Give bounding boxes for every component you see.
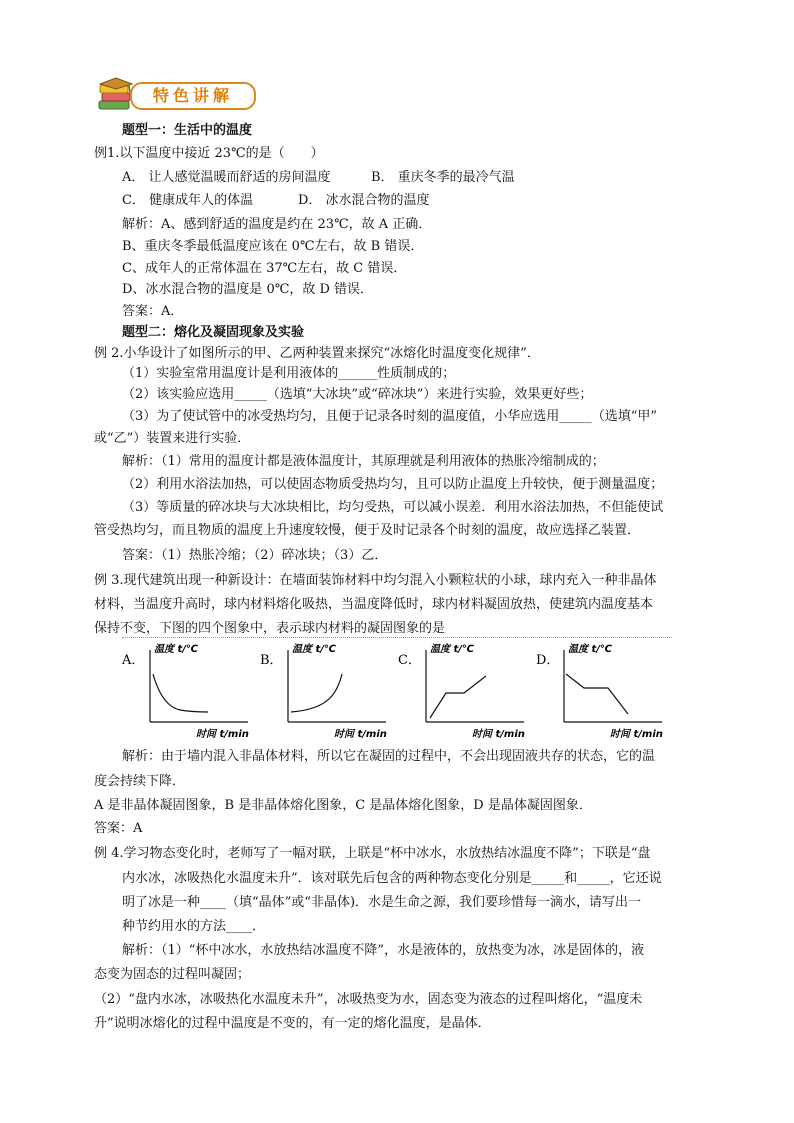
explanation-line: 解析：（1）常用的温度计都是液体温度计，其原理就是利用液体的热胀冷缩制成的； [122,454,605,469]
question-text: 例1.以下温度中接近 23℃的是（ ） [94,146,324,161]
graph-curve [430,676,486,718]
section-title: 题型一：生活中的温度 [122,123,253,138]
question-text: 保持不变，下图的四个图象中，表示球内材料的凝固图象的是 [94,621,446,636]
explanation-line: D、冰水混合物的温度是 0℃，故 D 错误． [122,282,374,297]
question-text: 例 4.学习物态变化时，老师写了一幅对联，上联是“杯中冰水，水放热结冰温度不降”；下联是“盘 [94,846,651,861]
graph-option-label: D． [536,653,560,668]
answer-text: 答案：A． [122,304,184,319]
graph-option-label: B． [260,653,283,668]
section-banner [96,75,260,115]
banner-title: 特色讲解 [152,86,233,105]
graph-x-label: 时间 t/min [334,729,387,740]
option-d: D． 冰水混合物的温度 [298,193,430,208]
question-text: 明了冰是一种____（填“晶体”或“非晶体)．水是生命之源，我们要珍惜每一滴水，请写出一 [122,895,642,910]
explanation-line: 管受热均匀，而且物质的温度上升速度较慢，便于及时记录各个时刻的温度，故应选择乙装置． [94,523,641,538]
graph-option-c[interactable] [396,636,532,740]
graph-y-label: 温度 t/℃ [154,644,199,655]
question-text: （3）为了使试管中的冰受热均匀，且便于记录各时刻的温度值，小华应选用_____（选填“甲” [122,409,658,424]
graph-curve [153,674,208,712]
explanation-line: （2）利用水浴法加热，可以使固态物质受热均匀，且可以防止温度上升较快，便于测量温度； [122,477,664,492]
graph-option-a[interactable] [120,636,256,740]
graph-option-label: A． [122,653,145,668]
section-title: 题型二：熔化及凝固现象及实验 [122,325,305,340]
explanation-line: 升”说明冰熔化的过程中温度是不变的，有一定的熔化温度，是晶体． [94,1016,491,1031]
graph-curve [291,674,342,712]
explanation-line: （2）“盘内水冰，冰吸热化水温度未升”，冰吸热变为水，固态变为液态的过程叫熔化，“温度未 [94,992,643,1007]
graph-x-label: 时间 t/min [196,729,249,740]
question-text: 或“乙”）装置来进行实验． [94,431,251,446]
explanation-line: A 是非晶体凝固图象，B 是非晶体熔化图象，C 是晶体熔化图象，D 是晶体凝固图象． [94,798,592,813]
question-text: 例 3.现代建筑出现一种新设计：在墙面装饰材料中均匀混入小颗粒状的小球，球内充入一种非晶体 [94,573,657,588]
option-c: C． 健康成年人的体温 [122,193,254,208]
explanation-line: 态变为固态的过程叫凝固； [94,967,251,982]
explanation-line: 度会持续下降． [94,774,186,789]
graph-y-label: 温度 t/℃ [292,644,337,655]
graph-option-label: C． [398,653,421,668]
graph-curve [566,674,628,714]
question-text: 材料，当温度升高时，球内材料熔化吸热，当温度降低时，球内材料凝固放热，使建筑内温度基本 [94,597,654,612]
graph-x-label: 时间 t/min [472,729,525,740]
banner-title-box [130,82,256,110]
question-text: 例 2.小华设计了如图所示的甲、乙两种装置来探究“冰熔化时温度变化规律”． [94,346,540,361]
explanation-line: B、重庆冬季最低温度应该在 0℃左右，故 B 错误． [122,239,424,254]
graph-x-label: 时间 t/min [610,729,663,740]
graph-option-d[interactable] [534,636,670,740]
explanation-line: 解析：（1）“杯中冰水，水放热结冰温度不降”，水是液体的，放热变为冰，冰是固体的，液 [122,943,645,958]
question-text: 内水冰，冰吸热化水温度未升”．该对联先后包含的两种物态变化分别是_____和_____，它还说 [122,871,662,886]
graph-option-b[interactable] [258,636,394,740]
explanation-line: （3）等质量的碎冰块与大冰块相比，均匀受热，可以减小误差．利用水浴法加热，不但能使试 [122,500,664,515]
graph-y-label: 温度 t/℃ [430,644,475,655]
explanation-line: C、成年人的正常体温在 37℃左右，故 C 错误． [122,261,407,276]
option-b: B． 重庆冬季的最冷气温 [371,170,515,185]
question-text: （1）实验室常用温度计是利用液体的______性质制成的； [122,366,456,381]
answer-text: 答案：（1）热胀冷缩；（2）碎冰块；（3）乙． [122,548,388,563]
question-text: （2）该实验应选用_____（选填“大冰块”或“碎冰块”）来进行实验，效果更好些； [122,387,593,402]
question-text: 种节约用水的方法____． [122,919,266,934]
explanation-line: 解析：由于墙内混入非晶体材料，所以它在凝固的过程中，不会出现固液共存的状态，它的温 [122,749,656,764]
option-a: A． 让人感觉温暖而舒适的房间温度 [122,170,331,185]
answer-text: 答案：A [94,821,143,836]
explanation-line: 解析：A、感到舒适的温度是约在 23℃，故 A 正确． [122,217,432,232]
graph-y-label: 温度 t/℃ [568,644,613,655]
